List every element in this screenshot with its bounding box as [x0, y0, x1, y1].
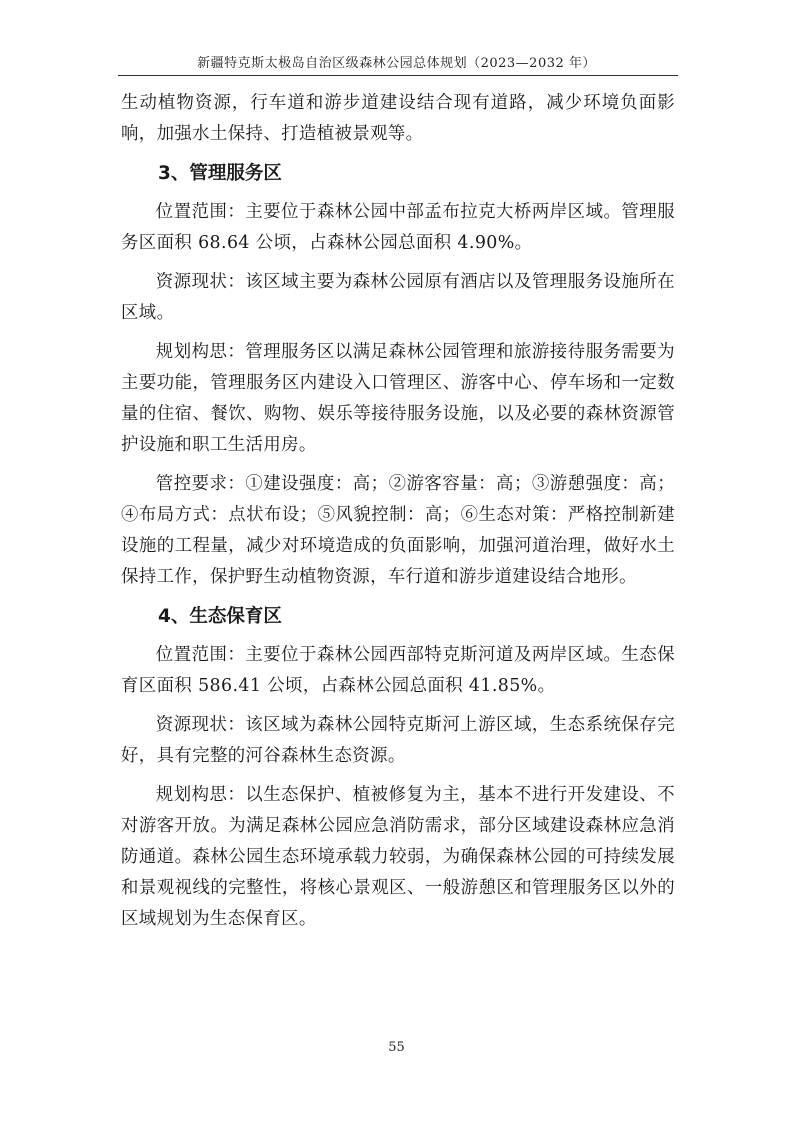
- section-heading-3: 3、管理服务区: [158, 163, 282, 184]
- page-number: 55: [388, 1040, 405, 1055]
- paragraph-resource-3: 资源现状：该区域主要为森林公园原有酒店以及管理服务设施所在区域。: [121, 272, 675, 323]
- paragraph-control-3: 管控要求：①建设强度：高；②游客容量：高；③游憩强度：高；④布局方式：点状布设；⑤风貌控制：高；⑥生态对策：严格控制新建设施的工程量，减少对环境造成的负面影响，加强河道治理，做好水土保持工作，保护野生动植物资源，车行道和游步道建设结合地形。: [121, 474, 675, 587]
- paragraph-continued: 生动植物资源，行车道和游步道建设结合现有道路，减少环境负面影响，加强水土保持、打造植被景观等。: [121, 93, 675, 144]
- paragraph-location-4: 位置范围：主要位于森林公园西部特克斯河道及两岸区域。生态保育区面积 586.41 公顷，占森林公园总面积 41.85%。: [121, 645, 675, 696]
- paragraph-resource-4: 资源现状：该区域为森林公园特克斯河上游区域，生态系统保存完好，具有完整的河谷森林生态资源。: [121, 715, 675, 766]
- header-rule: [118, 75, 678, 76]
- running-header: 新疆特克斯太极岛自治区级森林公园总体规划（2023—2032 年）: [197, 56, 596, 71]
- paragraph-location-3: 位置范围：主要位于森林公园中部孟布拉克大桥两岸区域。管理服务区面积 68.64 公顷，占森林公园总面积 4.90%。: [121, 202, 675, 253]
- paragraph-planning-3: 规划构思：管理服务区以满足森林公园管理和旅游接待服务需要为主要功能，管理服务区内建设入口管理区、游客中心、停车场和一定数量的住宿、餐饮、购物、娱乐等接待服务设施，以及必要的森林资源管护设施和职工生活用房。: [121, 342, 675, 455]
- page-body: [121, 88, 675, 943]
- section-heading-4: 4、生态保育区: [158, 606, 282, 627]
- paragraph-planning-4: 规划构思：以生态保护、植被修复为主，基本不进行开发建设、不对游客开放。为满足森林公园应急消防需求，部分区域建设森林应急消防通道。森林公园生态环境承载力较弱，为确保森林公园的可持续发展和景观视线的完整性，将核心景观区、一般游憩区和管理服务区以外的区域规划为生态保育区。: [121, 785, 675, 929]
